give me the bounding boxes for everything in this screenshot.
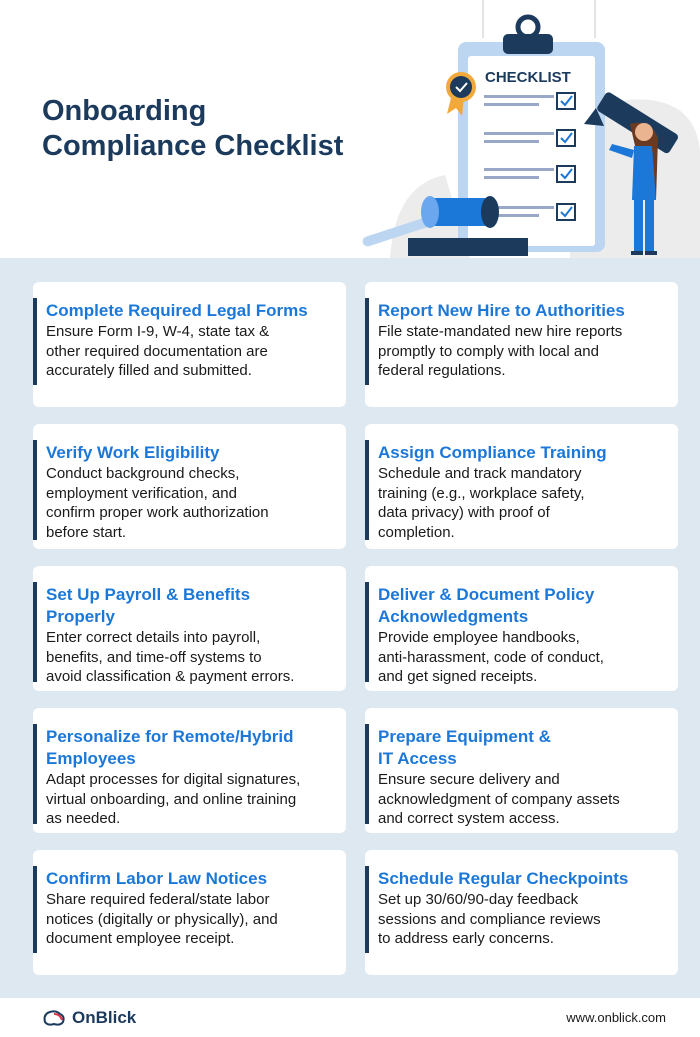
card-accent-bar	[33, 582, 37, 682]
card-accent-bar	[33, 298, 37, 385]
checklist-card	[365, 850, 678, 975]
card-accent-bar	[33, 724, 37, 824]
checklist-illustration	[350, 0, 700, 258]
card-title: Report New Hire to Authorities	[378, 301, 625, 320]
card-title: Confirm Labor Law Notices	[46, 869, 268, 888]
checklist-card	[33, 850, 346, 975]
checklist-card	[365, 282, 678, 407]
header	[0, 0, 700, 258]
checklist-card	[33, 566, 346, 691]
checklist-panel	[0, 258, 700, 998]
clipboard-label: CHECKLIST	[485, 69, 571, 86]
card-accent-bar	[365, 724, 369, 824]
card-body: Schedule and track mandatory training (e.g., workplace safety, data privacy) with proof of completion.	[378, 465, 585, 541]
card-accent-bar	[365, 440, 369, 540]
card-title: Schedule Regular Checkpoints	[378, 869, 629, 888]
card-body: Conduct background checks, employment verification, and confirm proper work authorization before start.	[46, 465, 269, 541]
card-title: Prepare Equipment & IT Access	[378, 727, 551, 768]
card-accent-bar	[365, 582, 369, 682]
card-accent-bar	[33, 866, 37, 953]
card-title: Deliver & Document Policy Acknowledgments	[378, 585, 595, 626]
checklist-card	[33, 424, 346, 549]
website-link[interactable]: www.onblick.com	[566, 1010, 666, 1025]
card-accent-bar	[365, 866, 369, 953]
card-body: Enter correct details into payroll, benefits, and time-off systems to avoid classification & payment errors.	[46, 629, 295, 685]
card-title: Set Up Payroll & Benefits Properly	[46, 585, 251, 626]
card-title: Verify Work Eligibility	[46, 443, 220, 462]
card-accent-bar	[365, 298, 369, 385]
checklist-card	[365, 424, 678, 549]
onblick-logo[interactable]	[42, 1006, 136, 1030]
onblick-logo-icon	[42, 1008, 66, 1028]
page-title-line-1: Onboarding	[42, 95, 207, 127]
card-body: Adapt processes for digital signatures, virtual onboarding, and online training as needed.	[46, 771, 301, 827]
brand-name: OnBlick	[72, 1008, 137, 1027]
card-body: Set up 30/60/90-day feedback sessions and compliance reviews to address early concerns.	[378, 891, 601, 947]
card-title: Assign Compliance Training	[378, 443, 607, 462]
page-title	[42, 94, 382, 164]
card-body: Provide employee handbooks, anti-harassment, code of conduct, and get signed receipts.	[378, 629, 604, 685]
checklist-card	[33, 282, 346, 407]
card-body: Ensure Form I-9, W-4, state tax & other required documentation are accurately filled and submitted.	[46, 323, 270, 379]
card-body: File state-mandated new hire reports promptly to comply with local and federal regulations.	[378, 323, 623, 379]
card-body: Share required federal/state labor notices (digitally or physically), and document employee receipt.	[46, 891, 278, 947]
checklist-card	[365, 566, 678, 691]
footer	[0, 998, 700, 1037]
card-body: Ensure secure delivery and acknowledgment of company assets and correct system access.	[378, 771, 620, 827]
card-accent-bar	[33, 440, 37, 540]
page-title-line-2: Compliance Checklist	[42, 130, 344, 162]
card-title: Personalize for Remote/Hybrid Employees	[46, 727, 294, 768]
checklist-card	[365, 708, 678, 833]
checklist-card	[33, 708, 346, 833]
card-title: Complete Required Legal Forms	[46, 301, 308, 320]
